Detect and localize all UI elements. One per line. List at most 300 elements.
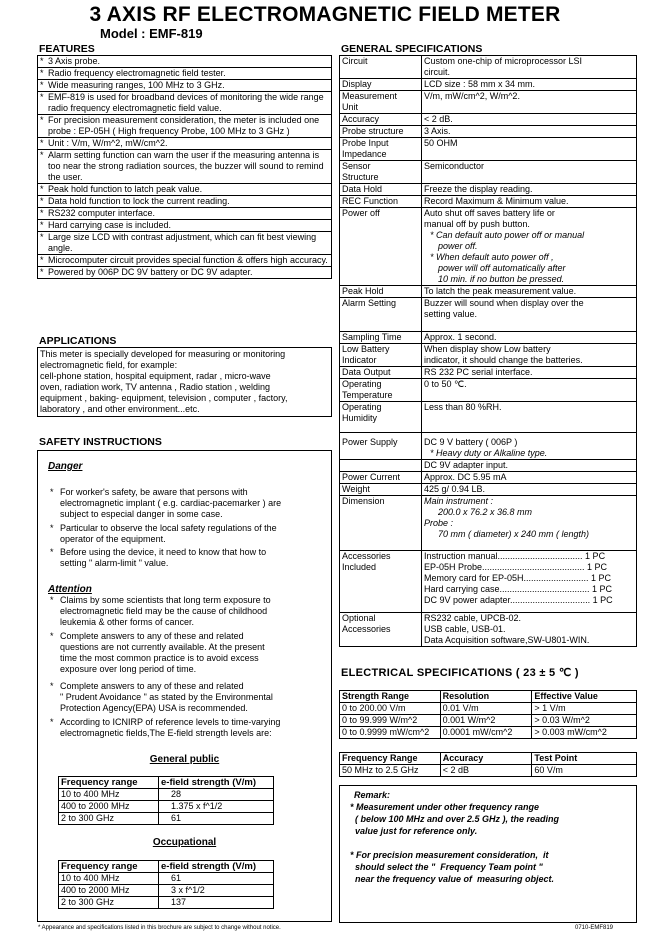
spec-value-line: V/m, mW/cm^2, W/m^2.	[424, 91, 520, 101]
applications-line: cell-phone station, hospital equipment, radar , micro-wave	[40, 371, 271, 381]
feature-bullet: *	[40, 138, 44, 148]
danger-item	[50, 523, 320, 545]
applications-line: electromagnetic field, for example:	[40, 360, 178, 370]
spec-value	[422, 126, 637, 138]
spec-value-line: Freeze the display reading.	[424, 184, 533, 194]
freq-range-cell: 2 to 300 GHz	[59, 897, 159, 909]
remark-box	[339, 785, 637, 923]
table-cell: > 1 V/m	[532, 703, 637, 715]
bullet-line: Complete answers to any of these and related	[60, 631, 244, 641]
bullet-line: exposure over long period of time.	[60, 664, 197, 674]
spec-value	[422, 286, 637, 298]
field-strength-cell: 1.375 x f^1/2	[159, 801, 274, 813]
spec-value	[422, 79, 637, 91]
bullet-star: *	[50, 717, 54, 727]
spec-row	[340, 286, 637, 298]
attention-item	[50, 681, 320, 714]
spec-label-line: Measurement	[342, 91, 398, 101]
feature-text: EMF-819 is used for broadband devices of monitoring the wide range radio frequency electromagnetic field value.	[48, 92, 324, 113]
field-strength-cell: 28	[159, 789, 274, 801]
bullet-star: *	[50, 681, 54, 691]
spec-value-line: Memory card for EP-05H.......................... 1 PC	[424, 573, 612, 583]
electrical-specs-heading: ELECTRICAL SPECIFICATIONS ( 23 ± 5 ℃ )	[341, 667, 579, 679]
spec-row	[340, 126, 637, 138]
bullet-line: setting " alarm-limit " value.	[60, 558, 169, 568]
spec-label-line: Power off	[342, 208, 380, 218]
table-row	[59, 885, 274, 897]
spec-value-line: 70 mm ( diameter) x 240 mm ( length)	[438, 529, 590, 539]
spec-value	[422, 298, 637, 332]
spec-label	[340, 208, 422, 286]
spec-value	[422, 161, 637, 184]
spec-label-line: Optional	[342, 613, 376, 623]
spec-value-line: Hard carrying case.................................... 1 PC	[424, 584, 613, 594]
spec-row	[340, 298, 637, 332]
table-cell: < 2 dB	[440, 765, 532, 777]
spec-label-line: Indicator	[342, 355, 377, 365]
spec-value	[422, 138, 637, 161]
spec-row	[340, 472, 637, 484]
spec-label	[340, 472, 422, 484]
feature-text: Wide measuring ranges, 100 MHz to 3 GHz.	[48, 80, 225, 90]
spec-value-line: LCD size : 58 mm x 34 mm.	[424, 79, 536, 89]
spec-value-line: indicator, it should change the batteries.	[424, 355, 583, 365]
safety-box	[37, 450, 332, 922]
spec-value-line: * Can default auto power off or manual	[430, 230, 585, 240]
feature-text: RS232 computer interface.	[48, 208, 156, 218]
spec-value-line: * When default auto power off ,	[430, 252, 554, 262]
table-row	[340, 765, 637, 777]
feature-text: Peak hold function to latch peak value.	[48, 184, 203, 194]
table-cell: > 0.03 W/m^2	[532, 715, 637, 727]
feature-bullet: *	[40, 267, 44, 277]
spec-label	[340, 460, 422, 472]
bullet-line: Claims by some scientists that long term exposure to	[60, 595, 271, 605]
spec-value-line: Approx. DC 5.95 mA	[424, 472, 507, 482]
feature-bullet: *	[40, 150, 44, 160]
spec-value-line: Main instrument :	[424, 496, 494, 506]
spec-row	[340, 402, 637, 433]
table-row	[59, 789, 274, 801]
feature-bullet: *	[40, 184, 44, 194]
spec-value	[422, 367, 637, 379]
field-strength-cell: 3 x f^1/2	[159, 885, 274, 897]
table-cell: 50 MHz to 2.5 GHz	[340, 765, 441, 777]
spec-label-line: Data Hold	[342, 184, 383, 194]
spec-label-line: Probe structure	[342, 126, 404, 136]
general-public-heading: General public	[149, 754, 220, 765]
spec-label	[340, 56, 422, 79]
feature-item	[38, 255, 331, 267]
bullet-line: " Prudent Avoidance " as stated by the Environmental	[60, 692, 273, 702]
col-header: e-field strength (V/m)	[159, 861, 274, 873]
feature-text: Radio frequency electromagnetic field tester.	[48, 68, 226, 78]
table-row	[340, 727, 637, 739]
feature-item	[38, 56, 331, 68]
spec-value	[422, 402, 637, 433]
applications-text	[37, 347, 332, 417]
bullet-line: operator of the equipment.	[60, 534, 166, 544]
resolution-table	[339, 690, 637, 739]
spec-value-line: * Heavy duty or Alkaline type.	[430, 448, 548, 458]
table-row	[59, 813, 274, 825]
spec-label	[340, 332, 422, 344]
spec-value-line: When display show Low battery	[424, 344, 551, 354]
spec-value-line: USB cable, USB-01.	[424, 624, 506, 634]
spec-value	[422, 114, 637, 126]
spec-label-line: Humidity	[342, 413, 378, 423]
spec-value	[422, 208, 637, 286]
feature-bullet: *	[40, 196, 44, 206]
table-header-row	[340, 753, 637, 765]
spec-label	[340, 91, 422, 114]
bullet-line: Before using the device, it need to know that how to	[60, 547, 267, 557]
table-row	[59, 873, 274, 885]
feature-item	[38, 208, 331, 220]
spec-value-line: circuit.	[424, 67, 451, 77]
footer-disclaimer: * Appearance and specifications listed in this brochure are subject to change without notice.	[38, 925, 281, 931]
field-strength-cell: 61	[159, 813, 274, 825]
spec-label	[340, 379, 422, 402]
remark-heading: Remark:	[354, 790, 391, 800]
feature-text: Powered by 006P DC 9V battery or DC 9V adapter.	[48, 267, 253, 277]
remark-line	[350, 837, 636, 849]
spec-label-line: Impedance	[342, 149, 387, 159]
spec-label	[340, 286, 422, 298]
spec-value-line: Custom one-chip of microprocessor LSI	[424, 56, 583, 66]
spec-value-line: 10 min. if no button be pressed.	[438, 274, 565, 284]
spec-value	[422, 551, 637, 613]
spec-label	[340, 298, 422, 332]
applications-line: oven, radiation work, TV antenna , Radio station , welding	[40, 382, 270, 392]
freq-range-cell: 400 to 2000 MHz	[59, 885, 159, 897]
col-header: Resolution	[440, 691, 532, 703]
feature-item	[38, 68, 331, 80]
spec-row	[340, 196, 637, 208]
remark-line: * For precision measurement consideration, it	[350, 850, 549, 860]
spec-value	[422, 613, 637, 647]
feature-bullet: *	[40, 208, 44, 218]
remark-line: should select the " Frequency Team point "	[350, 862, 543, 872]
freq-range-cell: 2 to 300 GHz	[59, 813, 159, 825]
feature-bullet: *	[40, 220, 44, 230]
col-header: Test Point	[532, 753, 637, 765]
spec-label-line: Probe Input	[342, 138, 389, 148]
spec-label-line: Accuracy	[342, 114, 380, 124]
feature-bullet: *	[40, 92, 44, 102]
spec-label-line: Data Output	[342, 367, 391, 377]
table-row	[59, 801, 274, 813]
spec-value-line: setting value.	[424, 309, 478, 319]
spec-value	[422, 472, 637, 484]
bullet-line: Particular to observe the local safety regulations of the	[60, 523, 277, 533]
feature-text: Alarm setting function can warn the user if the measuring antenna is too near the strong radiation sources, the buzzer will sound to remind the user.	[48, 150, 324, 182]
spec-row	[340, 161, 637, 184]
table-row	[59, 897, 274, 909]
spec-row	[340, 138, 637, 161]
bullet-text	[60, 523, 320, 545]
spec-row	[340, 184, 637, 196]
attention-item	[50, 717, 320, 739]
feature-item	[38, 267, 331, 278]
attention-item	[50, 631, 320, 675]
spec-row	[340, 208, 637, 286]
feature-item	[38, 92, 331, 115]
spec-value	[422, 196, 637, 208]
spec-label-line: Display	[342, 79, 372, 89]
bullet-star: *	[50, 487, 54, 497]
bullet-text	[60, 717, 320, 739]
spec-value-line: Less than 80 %RH.	[424, 402, 502, 412]
bullet-star: *	[50, 523, 54, 533]
remark-line: * Measurement under other frequency range	[350, 802, 540, 812]
table-header-row	[59, 777, 274, 789]
footer-code: 0710-EMF819	[575, 925, 614, 931]
accuracy-table	[339, 752, 637, 777]
spec-row	[340, 433, 637, 460]
spec-label	[340, 484, 422, 496]
table-row	[340, 715, 637, 727]
table-header-row	[340, 691, 637, 703]
spec-value-line: Auto shut off saves battery life or	[424, 208, 555, 218]
freq-range-cell: 400 to 2000 MHz	[59, 801, 159, 813]
feature-item	[38, 150, 331, 184]
spec-row	[340, 91, 637, 114]
spec-label	[340, 496, 422, 551]
model-number: Model : EMF-819	[100, 26, 203, 41]
feature-text: For precision measurement consideration, the meter is included one probe : EP-05H ( High frequency Probe, 100 MHz to 3 GHz )	[48, 115, 320, 136]
feature-item	[38, 115, 331, 138]
spec-label-line: Included	[342, 562, 377, 572]
spec-row	[340, 114, 637, 126]
spec-label-line: Operating	[342, 379, 382, 389]
spec-value-line: DC 9 V battery ( 006P )	[424, 437, 518, 447]
spec-label-line: REC Function	[342, 196, 399, 206]
spec-label-line: Temperature	[342, 390, 393, 400]
feature-text: Unit : V/m, W/m^2, mW/cm^2.	[48, 138, 168, 148]
feature-bullet: *	[40, 232, 44, 242]
feature-item	[38, 138, 331, 150]
spec-value-line: EP-05H Probe......................................... 1 PC	[424, 562, 608, 572]
bullet-line: Complete answers to any of these and related	[60, 681, 244, 691]
spec-label	[340, 138, 422, 161]
spec-label	[340, 196, 422, 208]
col-header: Frequency Range	[340, 753, 441, 765]
applications-line: This meter is specially developed for measuring or monitoring	[40, 349, 286, 359]
spec-row	[340, 496, 637, 551]
bullet-line: electromagnetic fields,The E-field strength levels are:	[60, 728, 272, 738]
spec-value-line: 50 OHM	[424, 138, 458, 148]
spec-value-line: RS 232 PC serial interface.	[424, 367, 533, 377]
spec-value-line: Approx. 1 second.	[424, 332, 497, 342]
spec-label-line: Operating	[342, 402, 382, 412]
spec-label-line: Peak Hold	[342, 286, 384, 296]
spec-value-line: 0 to 50 ℃.	[424, 379, 467, 389]
feature-bullet: *	[40, 255, 44, 265]
spec-label	[340, 184, 422, 196]
col-header: Frequency range	[59, 861, 159, 873]
spec-row	[340, 484, 637, 496]
spec-value-line: Semiconductor	[424, 161, 485, 171]
bullet-line: electromagnetic implant ( e.g. cardiac-pacemarker ) are	[60, 498, 282, 508]
spec-value-line: 425 g/ 0.94 LB.	[424, 484, 486, 494]
spec-label-line: Circuit	[342, 56, 368, 66]
feature-item	[38, 220, 331, 232]
applications-line: laboratory , and other environment...etc.	[40, 404, 200, 414]
bullet-line: electromagnetic field may be the cause of childhood	[60, 606, 268, 616]
table-cell: 0 to 0.9999 mW/cm^2	[340, 727, 441, 739]
spec-label-line: Dimension	[342, 496, 385, 506]
spec-value-line: power will off automatically after	[438, 263, 566, 273]
spec-value-line: < 2 dB.	[424, 114, 453, 124]
spec-value-line	[424, 320, 634, 331]
safety-heading: SAFETY INSTRUCTIONS	[39, 436, 162, 448]
spec-row	[340, 379, 637, 402]
spec-value-line: 3 Axis.	[424, 126, 451, 136]
bullet-line: questions are not currently available. At the present	[60, 642, 265, 652]
bullet-line: According to ICNIRP of reference levels to time-varying	[60, 717, 281, 727]
freq-range-cell: 10 to 400 MHz	[59, 789, 159, 801]
spec-row	[340, 460, 637, 472]
spec-label-line: Power Supply	[342, 437, 398, 447]
spec-row	[340, 332, 637, 344]
spec-row	[340, 551, 637, 613]
spec-label	[340, 161, 422, 184]
col-header: e-field strength (V/m)	[159, 777, 274, 789]
spec-value	[422, 184, 637, 196]
attention-heading: Attention	[48, 584, 92, 595]
col-header: Frequency range	[59, 777, 159, 789]
table-cell: > 0.003 mW/cm^2	[532, 727, 637, 739]
remark-line: value just for reference only.	[350, 826, 478, 836]
spec-label	[340, 433, 422, 460]
spec-value-line: 200.0 x 76.2 x 36.8 mm	[438, 507, 533, 517]
spec-label-line: Power Current	[342, 472, 401, 482]
feature-text: Microcomputer circuit provides special function & offers high accuracy.	[48, 255, 328, 265]
danger-item	[50, 547, 320, 569]
spec-label-line: Accessories	[342, 551, 391, 561]
spec-value	[422, 484, 637, 496]
bullet-line: For worker's safety, be aware that persons with	[60, 487, 248, 497]
spec-row	[340, 344, 637, 367]
bullet-text	[60, 547, 320, 569]
spec-row	[340, 79, 637, 91]
bullet-star: *	[50, 547, 54, 557]
table-cell: 0.001 W/m^2	[440, 715, 532, 727]
features-list	[37, 55, 332, 279]
spec-label	[340, 114, 422, 126]
table-row	[340, 703, 637, 715]
spec-value	[422, 344, 637, 367]
spec-label	[340, 344, 422, 367]
spec-label-line: Sampling Time	[342, 332, 402, 342]
spec-value	[422, 496, 637, 551]
danger-heading: Danger	[48, 461, 83, 472]
spec-value-line: power off.	[438, 241, 478, 251]
features-heading: FEATURES	[39, 43, 95, 55]
applications-line: equipment , baking- equipment, television , computer , factory,	[40, 393, 288, 403]
spec-value-line: Data Acquisition software,SW-U801-WIN.	[424, 635, 590, 645]
remark-line: near the frequency value of measuring object.	[350, 874, 555, 884]
spec-label-line: Weight	[342, 484, 370, 494]
feature-bullet: *	[40, 80, 44, 90]
bullet-line: Protection Agency(EPA) USA is recommended.	[60, 703, 248, 713]
feature-bullet: *	[40, 68, 44, 78]
spec-value-line: Instruction manual.................................. 1 PC	[424, 551, 606, 561]
spec-value	[422, 460, 637, 472]
spec-label-line: Unit	[342, 102, 359, 112]
col-header: Accuracy	[440, 753, 532, 765]
bullet-text	[60, 681, 320, 714]
bullet-line: leukemia & other forms of cancer.	[60, 617, 195, 627]
spec-value	[422, 91, 637, 114]
spec-label-line: Alarm Setting	[342, 298, 397, 308]
feature-bullet: *	[40, 115, 44, 125]
bullet-line: time the most common practice is to avoid excess	[60, 653, 259, 663]
applications-heading: APPLICATIONS	[39, 335, 117, 347]
general-specs-table	[339, 55, 637, 647]
spec-value-line: DC 9V adapter input.	[424, 460, 509, 470]
spec-row	[340, 367, 637, 379]
table-cell: 60 V/m	[532, 765, 637, 777]
table-cell: 0.0001 mW/cm^2	[440, 727, 532, 739]
bullet-text	[60, 487, 320, 520]
spec-label	[340, 613, 422, 647]
bullet-text	[60, 595, 320, 628]
feature-text: Data hold function to lock the current reading.	[48, 196, 230, 206]
feature-text: 3 Axis probe.	[48, 56, 101, 66]
table-cell: 0 to 99.999 W/m^2	[340, 715, 441, 727]
spec-value-line: Record Maximum & Minimum value.	[424, 196, 569, 206]
spec-label	[340, 402, 422, 433]
field-strength-cell: 137	[159, 897, 274, 909]
feature-item	[38, 184, 331, 196]
spec-value	[422, 332, 637, 344]
spec-label	[340, 79, 422, 91]
spec-value-line: manual off by push button.	[424, 219, 530, 229]
spec-value-line: DC 9V power adapter................................ 1 PC	[424, 595, 613, 605]
feature-text: Hard carrying case is included.	[48, 220, 172, 230]
spec-value	[422, 56, 637, 79]
spec-label	[340, 126, 422, 138]
bullet-star: *	[50, 595, 54, 605]
table-header-row	[59, 861, 274, 873]
danger-item	[50, 487, 320, 520]
field-strength-cell: 61	[159, 873, 274, 885]
feature-item	[38, 196, 331, 208]
spec-label	[340, 551, 422, 613]
general-specs-heading: GENERAL SPECIFICATIONS	[341, 43, 483, 55]
table-cell: 0.01 V/m	[440, 703, 532, 715]
occupational-table	[58, 860, 274, 909]
col-header: Effective Value	[532, 691, 637, 703]
general-public-table	[58, 776, 274, 825]
spec-value	[422, 433, 637, 460]
spec-value-line: RS232 cable, UPCB-02.	[424, 613, 522, 623]
spec-label-line: Accessories	[342, 624, 391, 634]
feature-text: Large size LCD with contrast adjustment, which can fit best viewing angle.	[48, 232, 317, 253]
bullet-line: subject to especial danger in some case.	[60, 509, 223, 519]
spec-value-line: Buzzer will sound when display over the	[424, 298, 584, 308]
spec-value-line: To latch the peak measurement value.	[424, 286, 577, 296]
spec-label-line: Sensor	[342, 161, 371, 171]
feature-bullet: *	[40, 56, 44, 66]
document-title: 3 AXIS RF ELECTROMAGNETIC FIELD METER	[89, 3, 561, 26]
spec-label-line: Structure	[342, 172, 379, 182]
spec-label-line: Low Battery	[342, 344, 390, 354]
bullet-star: *	[50, 631, 54, 641]
spec-value	[422, 379, 637, 402]
